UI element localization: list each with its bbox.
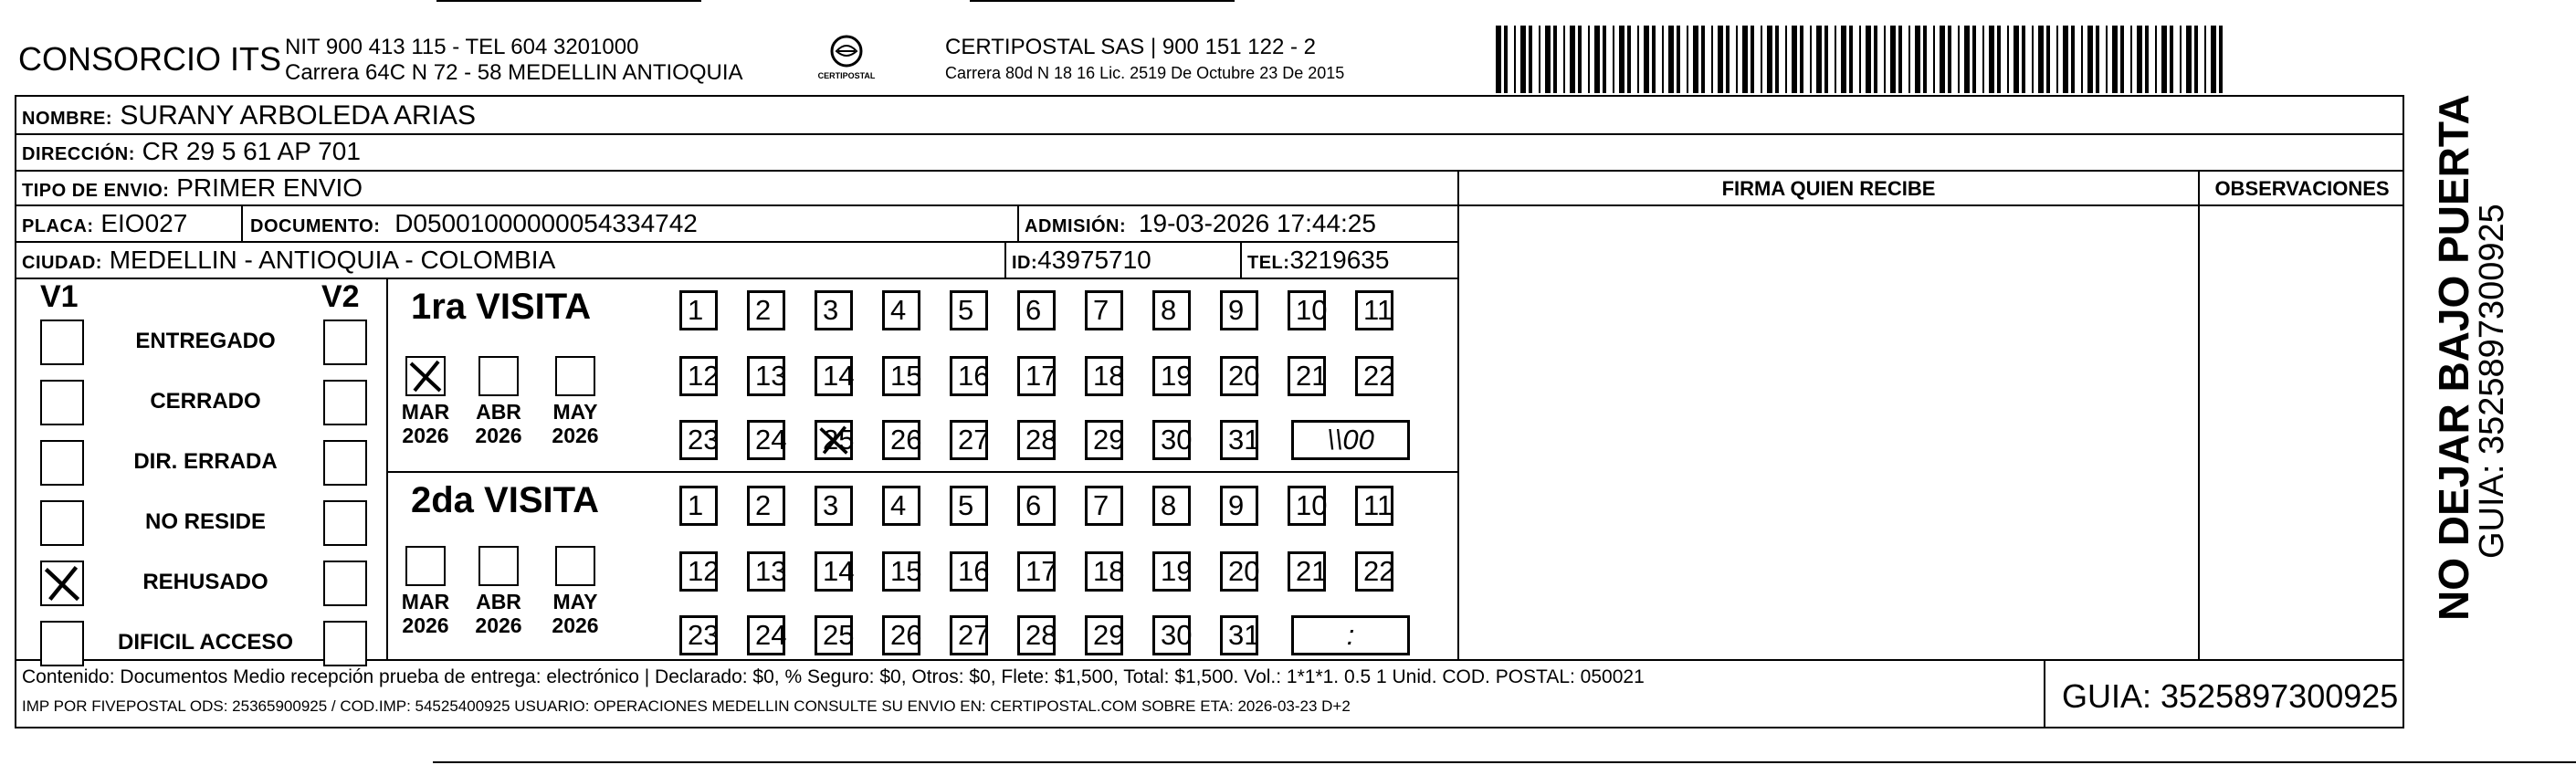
day-number: 11 xyxy=(1363,294,1393,326)
tel-label: TEL: xyxy=(1247,253,1290,273)
day-box[interactable] xyxy=(1017,290,1056,330)
day-box[interactable] xyxy=(747,615,785,655)
day-box[interactable] xyxy=(1017,551,1056,592)
day-box[interactable] xyxy=(1355,356,1393,396)
day-box[interactable] xyxy=(679,420,718,460)
day-number: 12 xyxy=(688,360,720,392)
day-box[interactable] xyxy=(747,486,785,526)
day-number: 14 xyxy=(823,360,855,392)
top-rule-left xyxy=(436,0,701,2)
id-label: ID: xyxy=(1012,253,1038,273)
day-number: 18 xyxy=(1093,555,1125,587)
month-label: ABR xyxy=(476,590,521,613)
day-number: 5 xyxy=(958,489,974,521)
month-checkbox[interactable] xyxy=(555,546,595,586)
day-box[interactable] xyxy=(1017,420,1056,460)
placa-divider xyxy=(241,204,243,241)
day-number: 16 xyxy=(958,360,990,392)
month-year: 2026 xyxy=(552,613,599,637)
firma-divider xyxy=(1457,170,1459,659)
day-box[interactable] xyxy=(1085,290,1123,330)
day-box[interactable] xyxy=(1288,551,1326,592)
v1-header: V1 xyxy=(40,279,79,314)
day-box[interactable] xyxy=(950,290,988,330)
status-label: REHUSADO xyxy=(142,570,268,594)
v1-checkbox[interactable] xyxy=(40,500,84,546)
day-number: 25 xyxy=(823,619,855,651)
day-number: 31 xyxy=(1228,619,1260,651)
v1-checkbox[interactable] xyxy=(40,320,84,365)
row-line-5 xyxy=(15,278,1459,279)
status-label: ENTREGADO xyxy=(135,329,276,353)
day-box[interactable] xyxy=(1152,420,1191,460)
day-box[interactable] xyxy=(1017,356,1056,396)
day-box[interactable] xyxy=(1355,290,1393,330)
month-year: 2026 xyxy=(475,613,522,637)
visit-divider xyxy=(386,471,1459,473)
day-number: 12 xyxy=(688,555,720,587)
v2-checkbox[interactable] xyxy=(323,440,367,486)
v1-checkbox[interactable] xyxy=(40,380,84,425)
footer-guia: GUIA: 3525897300925 xyxy=(2062,677,2399,715)
day-number: 17 xyxy=(1025,555,1057,587)
admision-value: 19-03-2026 17:44:25 xyxy=(1138,209,1376,237)
day-number: 1 xyxy=(688,294,704,326)
day-box[interactable] xyxy=(1085,486,1123,526)
day-number: 20 xyxy=(1228,360,1260,392)
tel-value: 3219635 xyxy=(1289,246,1390,274)
admision-divider xyxy=(1017,204,1019,241)
direccion-value: CR 29 5 61 AP 701 xyxy=(142,137,361,165)
day-number: 19 xyxy=(1161,555,1193,587)
side-warning: NO DEJAR BAJO PUERTA xyxy=(2430,94,2477,621)
day-box[interactable] xyxy=(1017,615,1056,655)
carrier-address: Carrera 80d N 18 16 Lic. 2519 De Octubre 23 De 2015 xyxy=(945,64,1345,82)
footer-line xyxy=(15,659,2404,661)
day-number: 17 xyxy=(1025,360,1057,392)
footer-imp-line: IMP POR FIVEPOSTAL ODS: 25365900925 / COD.IMP: 54525400925 USUARIO: OPERACIONES MEDELLIN CONSULTE SU ENVIO EN: CERTIPOSTAL.COM SOBRE ETA: 2026-03-23 D+2 xyxy=(22,697,1351,715)
day-number: 22 xyxy=(1363,360,1395,392)
day-box[interactable] xyxy=(815,356,853,396)
month-label: MAR xyxy=(401,590,450,613)
day-number: 22 xyxy=(1363,555,1395,587)
documento-label: DOCUMENTO: xyxy=(250,216,381,236)
day-number: 28 xyxy=(1025,424,1057,456)
firma-header: FIRMA QUIEN RECIBE xyxy=(1721,177,1936,200)
day-number: 23 xyxy=(688,619,720,651)
status-divider xyxy=(386,278,388,659)
day-number: 13 xyxy=(755,360,787,392)
day-box[interactable] xyxy=(679,486,718,526)
month-label: MAR xyxy=(401,400,450,424)
tel-divider xyxy=(1240,241,1242,278)
day-box[interactable] xyxy=(679,615,718,655)
nombre-field xyxy=(22,100,476,131)
day-number: 13 xyxy=(755,555,787,587)
day-box[interactable] xyxy=(1355,551,1393,592)
day-box[interactable] xyxy=(882,615,920,655)
day-number: 4 xyxy=(890,294,907,326)
id-divider xyxy=(1004,241,1006,278)
day-box[interactable] xyxy=(815,290,853,330)
day-number: 2 xyxy=(755,294,772,326)
day-number: 4 xyxy=(890,489,907,521)
day-box[interactable] xyxy=(815,615,853,655)
ciudad-field xyxy=(22,246,555,275)
day-number: 3 xyxy=(823,489,839,521)
certipostal-logo xyxy=(815,31,878,86)
day-box[interactable] xyxy=(679,290,718,330)
month-label: MAY xyxy=(552,590,598,613)
day-number: 29 xyxy=(1093,424,1125,456)
day-number: 30 xyxy=(1161,424,1193,456)
day-box[interactable] xyxy=(1288,356,1326,396)
day-number: 11 xyxy=(1363,489,1393,521)
tipo-value: PRIMER ENVIO xyxy=(176,173,363,202)
day-box[interactable] xyxy=(950,356,988,396)
day-number: 24 xyxy=(755,619,787,651)
day-number: 28 xyxy=(1025,619,1057,651)
day-box[interactable] xyxy=(815,486,853,526)
day-number: 30 xyxy=(1161,619,1193,651)
day-box[interactable] xyxy=(950,551,988,592)
id-value: 43975710 xyxy=(1037,246,1151,274)
day-number: 18 xyxy=(1093,360,1125,392)
month-checkbox[interactable] xyxy=(405,546,446,586)
nombre-label: NOMBRE: xyxy=(22,109,113,129)
day-number: 23 xyxy=(688,424,720,456)
day-number: 2 xyxy=(755,489,772,521)
time-value: : xyxy=(1346,619,1355,651)
direccion-label: DIRECCIÓN: xyxy=(22,144,135,164)
status-label: NO RESIDE xyxy=(144,509,267,534)
documento-value: D05001000000054334742 xyxy=(394,209,698,237)
day-number: 20 xyxy=(1228,555,1260,587)
day-number: 14 xyxy=(823,555,855,587)
month-checkbox[interactable] xyxy=(478,546,519,586)
day-box[interactable] xyxy=(950,486,988,526)
day-box[interactable] xyxy=(1152,356,1191,396)
company-address: Carrera 64C N 72 - 58 MEDELLIN ANTIOQUIA xyxy=(285,60,743,85)
top-rule-right xyxy=(970,0,1235,2)
obs-divider xyxy=(2198,170,2200,659)
day-number: 21 xyxy=(1296,360,1328,392)
day-number: 9 xyxy=(1228,294,1245,326)
admision-label: ADMISIÓN: xyxy=(1025,216,1127,236)
day-box[interactable] xyxy=(679,551,718,592)
month-year: 2026 xyxy=(552,424,599,447)
month-label: MAY xyxy=(552,400,598,424)
day-number: 27 xyxy=(958,424,990,456)
documento-field xyxy=(250,209,698,238)
v1-checkbox[interactable] xyxy=(40,621,84,666)
day-box[interactable] xyxy=(679,356,718,396)
row-line-1 xyxy=(15,133,2404,135)
nombre-value: SURANY ARBOLEDA ARIAS xyxy=(120,100,476,131)
day-box[interactable] xyxy=(882,290,920,330)
day-box[interactable] xyxy=(950,615,988,655)
day-number: 25 xyxy=(823,424,855,456)
day-number: 21 xyxy=(1296,555,1328,587)
footer-guia-divider xyxy=(2044,659,2045,728)
day-number: 7 xyxy=(1093,294,1109,326)
day-box[interactable] xyxy=(747,551,785,592)
v1-checkbox[interactable] xyxy=(40,440,84,486)
day-box[interactable] xyxy=(1220,356,1258,396)
side-guia: GUIA: 3525897300925 xyxy=(2473,204,2511,559)
day-box[interactable] xyxy=(1220,551,1258,592)
day-number: 19 xyxy=(1161,360,1193,392)
day-box[interactable] xyxy=(1085,615,1123,655)
day-number: 27 xyxy=(958,619,990,651)
day-number: 15 xyxy=(890,360,922,392)
v2-checkbox[interactable] xyxy=(323,621,367,666)
day-box[interactable] xyxy=(747,290,785,330)
day-number: 24 xyxy=(755,424,787,456)
day-number: 1 xyxy=(688,489,704,521)
day-number: 10 xyxy=(1296,489,1328,521)
day-number: 6 xyxy=(1025,489,1042,521)
day-number: 31 xyxy=(1228,424,1260,456)
day-box[interactable] xyxy=(1288,290,1326,330)
day-box[interactable] xyxy=(1152,486,1191,526)
day-box[interactable] xyxy=(882,420,920,460)
day-number: 8 xyxy=(1161,489,1177,521)
month-label: ABR xyxy=(476,400,521,424)
v1-checkbox[interactable] xyxy=(40,561,84,606)
day-box[interactable] xyxy=(950,420,988,460)
day-box[interactable] xyxy=(1085,420,1123,460)
v2-checkbox[interactable] xyxy=(323,320,367,365)
ciudad-label: CIUDAD: xyxy=(22,253,102,273)
day-box[interactable] xyxy=(1017,486,1056,526)
day-number: 8 xyxy=(1161,294,1177,326)
tel-field xyxy=(1247,246,1389,275)
day-number: 15 xyxy=(890,555,922,587)
v2-checkbox[interactable] xyxy=(323,561,367,606)
placa-label: PLACA: xyxy=(22,216,94,236)
month-year: 2026 xyxy=(402,613,449,637)
row-line-2 xyxy=(15,170,2404,172)
company-name: CONSORCIO ITS xyxy=(18,40,282,78)
row-line-3 xyxy=(15,204,2404,206)
admision-field xyxy=(1025,209,1376,238)
v2-checkbox[interactable] xyxy=(323,380,367,425)
day-number: 26 xyxy=(890,619,922,651)
month-year: 2026 xyxy=(475,424,522,447)
day-number: 10 xyxy=(1296,294,1328,326)
day-box[interactable] xyxy=(1355,486,1393,526)
logo-text: CERTIPOSTAL xyxy=(817,71,876,80)
day-box[interactable] xyxy=(1152,290,1191,330)
carrier-name: CERTIPOSTAL SAS | 900 151 122 - 2 xyxy=(945,35,1316,59)
day-number: 16 xyxy=(958,555,990,587)
day-box[interactable] xyxy=(882,551,920,592)
placa-value: EIO027 xyxy=(100,209,188,237)
visit2-title: 2da VISITA xyxy=(411,480,599,520)
day-box[interactable] xyxy=(1220,486,1258,526)
day-box[interactable] xyxy=(1220,290,1258,330)
visit1-title: 1ra VISITA xyxy=(411,287,592,327)
tipo-field xyxy=(22,173,363,203)
status-label: DIR. ERRADA xyxy=(133,449,278,474)
day-box[interactable] xyxy=(815,551,853,592)
v2-checkbox[interactable] xyxy=(323,500,367,546)
day-number: 26 xyxy=(890,424,922,456)
day-box[interactable] xyxy=(1085,551,1123,592)
bottom-rule xyxy=(433,761,2576,763)
row-line-4 xyxy=(15,241,1459,243)
day-number: 7 xyxy=(1093,489,1109,521)
day-number: 5 xyxy=(958,294,974,326)
day-number: 3 xyxy=(823,294,839,326)
month-checkbox[interactable] xyxy=(555,356,595,396)
status-label: CERRADO xyxy=(150,389,261,414)
observaciones-header: OBSERVACIONES xyxy=(2214,177,2390,200)
day-box[interactable] xyxy=(1152,551,1191,592)
month-year: 2026 xyxy=(402,424,449,447)
day-box[interactable] xyxy=(747,420,785,460)
day-number: 29 xyxy=(1093,619,1125,651)
direccion-field xyxy=(22,137,361,166)
day-box[interactable] xyxy=(882,356,920,396)
month-checkbox[interactable] xyxy=(405,356,446,396)
day-box[interactable] xyxy=(1085,356,1123,396)
day-number: 6 xyxy=(1025,294,1042,326)
day-number: 9 xyxy=(1228,489,1245,521)
barcode xyxy=(1496,26,2226,93)
day-box[interactable] xyxy=(882,486,920,526)
footer-content-line: Contenido: Documentos Medio recepción prueba de entrega: electrónico | Declarado: $0, % Seguro: $0, Otros: $0, Flete: $1,500, Total: $1,500. Vol.: 1*1*1. 0.5 1 Unid. COD. POSTAL: 050021 xyxy=(22,666,1645,687)
day-box[interactable] xyxy=(747,356,785,396)
ciudad-value: MEDELLIN - ANTIOQUIA - COLOMBIA xyxy=(109,246,556,274)
time-value: \\00 xyxy=(1327,424,1374,456)
day-box[interactable] xyxy=(1220,615,1258,655)
v2-header: V2 xyxy=(321,279,360,314)
id-field xyxy=(1012,246,1151,275)
month-checkbox[interactable] xyxy=(478,356,519,396)
day-box[interactable] xyxy=(815,420,853,460)
day-box[interactable] xyxy=(1152,615,1191,655)
company-nit: NIT 900 413 115 - TEL 604 3201000 xyxy=(285,35,639,59)
placa-field xyxy=(22,209,187,238)
tipo-label: TIPO DE ENVIO: xyxy=(22,181,170,201)
time-box[interactable] xyxy=(1291,420,1410,460)
day-box[interactable] xyxy=(1288,486,1326,526)
day-box[interactable] xyxy=(1220,420,1258,460)
status-label: DIFICIL ACCESO xyxy=(117,630,293,655)
time-box[interactable] xyxy=(1291,615,1410,655)
